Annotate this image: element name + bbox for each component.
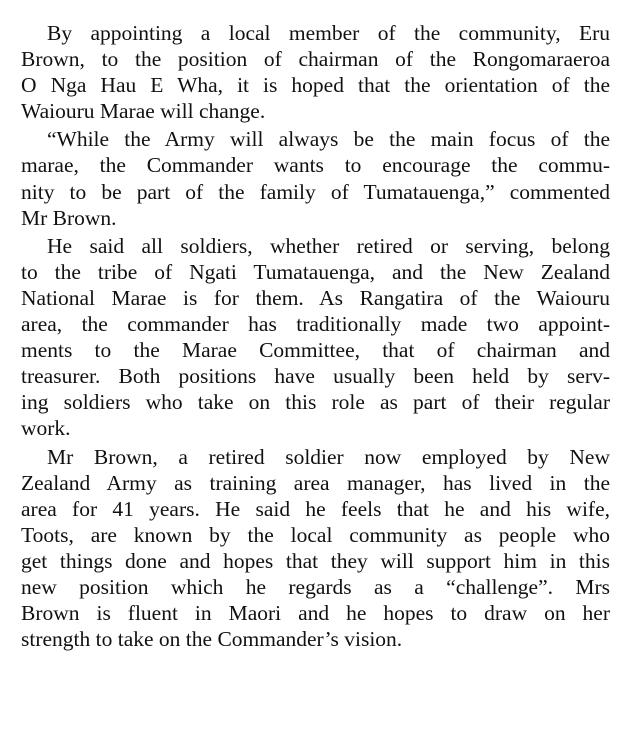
text-line: Zealand Army as training area manager, has lived in the xyxy=(21,470,610,495)
paragraph-3 xyxy=(21,233,610,442)
article-body xyxy=(21,20,610,654)
text-line: By appointing a local member of the community, Eru xyxy=(47,21,610,45)
text-line: strength to take on the Commander’s vision. xyxy=(21,627,403,652)
text-line: Brown is fluent in Maori and he hopes to draw on her xyxy=(21,601,610,626)
text-line: Mr Brown. xyxy=(21,205,117,230)
text-line: ments to the Marae Committee, that of chairman and xyxy=(21,338,610,363)
text-line: new position which he regards as a “challenge”. Mrs xyxy=(21,574,610,599)
text-line: ing soldiers who take on this role as part of their regular xyxy=(21,390,610,415)
text-line: National Marae is for them. As Rangatira of the Waiouru xyxy=(21,285,610,310)
text-line: area for 41 years. He said he feels that he and his wife, xyxy=(21,496,610,521)
text-line: nity to be part of the family of Tumatauenga,” commented xyxy=(21,179,610,204)
text-line: area, the commander has traditionally made two appoint- xyxy=(21,312,610,337)
text-line: work. xyxy=(21,416,71,441)
text-line: “While the Army will always be the main focus of the xyxy=(47,127,610,152)
text-line: Waiouru Marae will change. xyxy=(21,99,266,124)
text-line: treasurer. Both positions have usually been held by serv- xyxy=(21,364,610,389)
text-line: Brown, to the position of chairman of the Rongomaraeroa xyxy=(21,47,610,72)
text-line: He said all soldiers, whether retired or serving, belong xyxy=(47,233,610,258)
paragraph-1 xyxy=(21,20,610,124)
text-line: get things done and hopes that they will support him in this xyxy=(21,548,610,573)
text-line: to the tribe of Ngati Tumatauenga, and the New Zealand xyxy=(21,259,610,284)
text-line: marae, the Commander wants to encourage the commu- xyxy=(21,153,610,178)
paragraph-2 xyxy=(21,126,610,230)
paragraph-4 xyxy=(21,444,610,653)
text-line: O Nga Hau E Wha, it is hoped that the orientation of the xyxy=(21,73,610,98)
text-line: Mr Brown, a retired soldier now employed by New xyxy=(47,444,610,469)
text-line: Toots, are known by the local community as people who xyxy=(21,522,610,547)
